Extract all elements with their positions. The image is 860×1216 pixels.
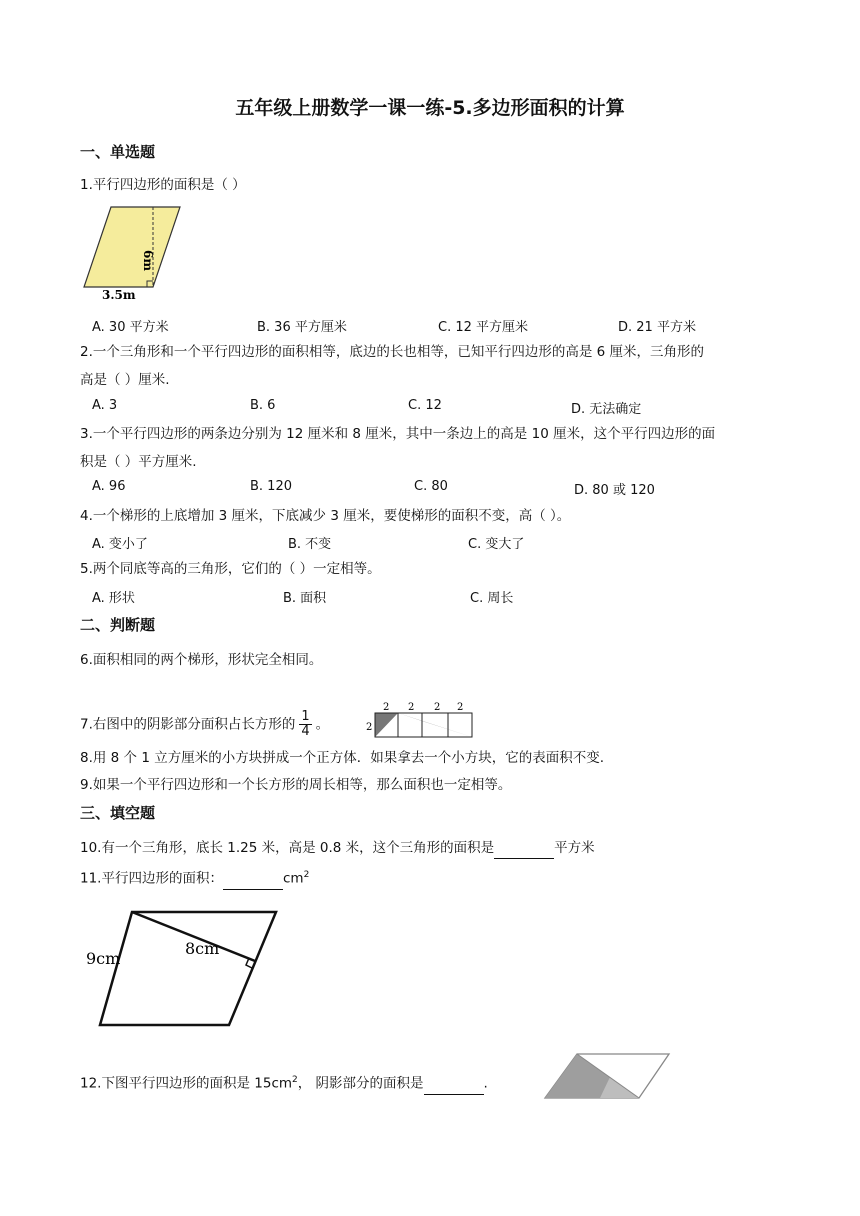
side-label: 9cm bbox=[86, 949, 121, 968]
question-11-parallelogram-figure bbox=[80, 905, 285, 1035]
question-6-text: 6.面积相同的两个梯形，形状完全相同。 bbox=[80, 652, 323, 668]
parallelogram-shape bbox=[100, 912, 276, 1025]
q1-option-c[interactable]: C. 12 平方厘米 bbox=[438, 320, 529, 335]
section-heading-single-choice: 一、单选题 bbox=[80, 143, 156, 161]
top-label-4: 2 bbox=[457, 702, 464, 713]
unit-exponent: 2 bbox=[303, 870, 310, 880]
q3-option-a[interactable]: A. 96 bbox=[92, 479, 126, 494]
q3-option-d[interactable]: D. 80 或 120 bbox=[574, 483, 655, 498]
question-1-parallelogram-figure bbox=[80, 200, 185, 304]
top-label-3: 2 bbox=[434, 702, 441, 713]
height-label: 8cm bbox=[185, 939, 220, 958]
q3-option-c[interactable]: C. 80 bbox=[414, 479, 448, 494]
question-10-prefix: 10.有一个三角形，底长 1.25 米，高是 0.8 米，这个三角形的面积是 bbox=[80, 840, 495, 856]
page-title: 五年级上册数学一课一练-5.多边形面积的计算 bbox=[235, 97, 625, 119]
question-12-text bbox=[80, 1070, 488, 1095]
q1-option-b[interactable]: B. 36 平方厘米 bbox=[257, 320, 347, 335]
question-3-line-2: 积是（ ）平方厘米. bbox=[80, 454, 197, 470]
top-label-1: 2 bbox=[383, 702, 390, 713]
q1-option-a[interactable]: A. 30 平方米 bbox=[92, 320, 169, 335]
fraction-one-quarter bbox=[299, 710, 311, 739]
side-label: 2 bbox=[366, 722, 373, 733]
answer-blank[interactable] bbox=[424, 1074, 484, 1095]
q5-option-a[interactable]: A. 形状 bbox=[92, 591, 135, 606]
q3-option-b[interactable]: B. 120 bbox=[250, 479, 292, 494]
q4-option-c[interactable]: C. 变大了 bbox=[468, 537, 525, 552]
question-11-prefix: 11.平行四边形的面积： bbox=[80, 870, 223, 887]
section-heading-true-false: 二、判断题 bbox=[80, 616, 156, 634]
question-5-text: 5.两个同底等高的三角形，它们的（ ）一定相等。 bbox=[80, 561, 381, 577]
question-12-end: . bbox=[483, 1075, 488, 1092]
q2-option-d[interactable]: D. 无法确定 bbox=[571, 402, 642, 417]
q4-option-b[interactable]: B. 不变 bbox=[288, 537, 332, 552]
shaded-triangle-right bbox=[398, 713, 472, 737]
question-10-text bbox=[80, 838, 595, 859]
base-label: 3.5m bbox=[102, 288, 136, 302]
q5-option-c[interactable]: C. 周长 bbox=[470, 591, 514, 606]
parallelogram-shape bbox=[84, 207, 180, 287]
question-9-text: 9.如果一个平行四边形和一个长方形的周长相等，那么面积也一定相等。 bbox=[80, 777, 512, 793]
question-12-prefix: 12.下图平行四边形的面积是 15cm bbox=[80, 1075, 293, 1092]
question-12-parallelogram-figure bbox=[540, 1050, 675, 1102]
q1-option-d[interactable]: D. 21 平方米 bbox=[618, 320, 696, 335]
question-7-text bbox=[80, 710, 329, 739]
top-label-2: 2 bbox=[408, 702, 415, 713]
unit-exponent: 2 bbox=[292, 1075, 298, 1085]
q4-option-a[interactable]: A. 变小了 bbox=[92, 537, 148, 552]
question-2-line-2: 高是（ ）厘米. bbox=[80, 372, 170, 388]
question-7-rectangle-figure bbox=[364, 700, 474, 740]
question-7-prefix: 7.右图中的阴影部分面积占长方形的 bbox=[80, 716, 296, 733]
question-12-middle: ， 阴影部分的面积是 bbox=[297, 1075, 424, 1092]
question-8-text: 8.用 8 个 1 立方厘米的小方块拼成一个正方体．如果拿去一个小方块，它的表面积不变. bbox=[80, 750, 605, 766]
answer-blank[interactable] bbox=[494, 838, 554, 859]
question-2-line-1: 2.一个三角形和一个平行四边形的面积相等，底边的长也相等，已知平行四边形的高是 6 厘米，三角形的 bbox=[80, 344, 705, 360]
q2-option-b[interactable]: B. 6 bbox=[250, 398, 276, 413]
height-label: 6m bbox=[141, 250, 155, 272]
answer-blank[interactable] bbox=[223, 869, 283, 890]
fraction-denominator: 4 bbox=[301, 724, 310, 739]
question-7-end: 。 bbox=[315, 716, 330, 733]
question-11-unit: cm bbox=[282, 870, 304, 887]
question-10-unit: 平方米 bbox=[554, 840, 595, 856]
q2-option-a[interactable]: A. 3 bbox=[92, 398, 118, 413]
question-11-text bbox=[80, 865, 309, 890]
section-heading-fill-in: 三、填空题 bbox=[80, 804, 156, 822]
q2-option-c[interactable]: C. 12 bbox=[408, 398, 442, 413]
question-1-text: 1.平行四边形的面积是（ ） bbox=[80, 177, 246, 193]
q5-option-b[interactable]: B. 面积 bbox=[283, 591, 327, 606]
shaded-triangle-left bbox=[375, 713, 398, 737]
fraction-numerator: 1 bbox=[301, 709, 310, 724]
question-3-line-1: 3.一个平行四边形的两条边分别为 12 厘米和 8 厘米，其中一条边上的高是 10 厘米，这个平行四边形的面 bbox=[80, 426, 716, 442]
question-4-text: 4.一个梯形的上底增加 3 厘米，下底减少 3 厘米，要使梯形的面积不变，高（ ）。 bbox=[80, 508, 571, 524]
